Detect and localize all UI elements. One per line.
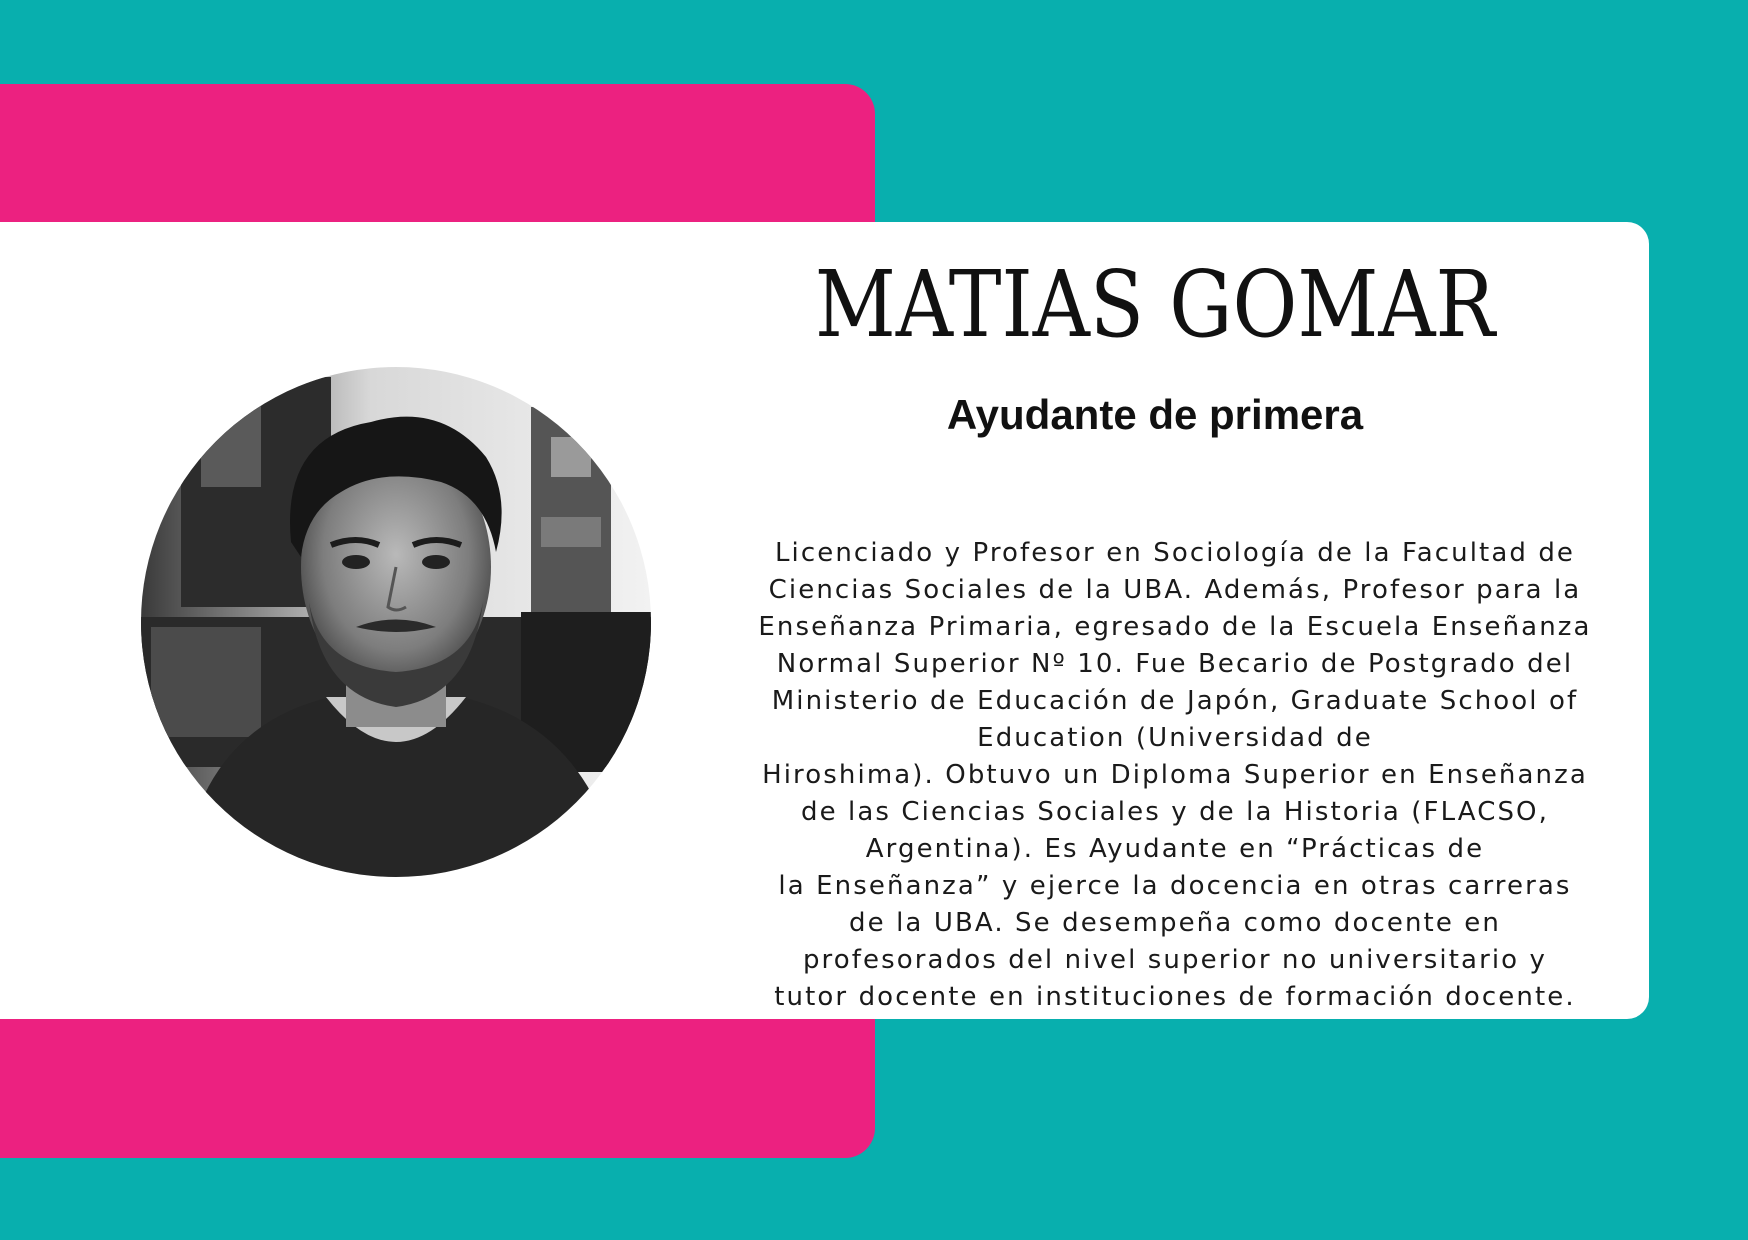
portrait-photo-icon [141,367,651,877]
bio-line: tutor docente en instituciones de formación docente. [774,982,1576,1012]
bio-line: profesorados del nivel superior no universitario y [802,945,1548,975]
bio-line: Normal Superior Nº 10. Fue Becario de Postgrado del [776,649,1574,679]
person-bio [745,535,1605,1016]
bio-line: Licenciado y Profesor en Sociología de la Facultad de [774,538,1576,568]
bio-line: Ciencias Sociales de la UBA. Además, Profesor para la [768,575,1582,605]
profile-photo [141,367,651,877]
bio-line: Ministerio de Educación de Japón, Graduate School of [771,686,1579,716]
bio-line: Hiroshima). Obtuvo un Diploma Superior en Enseñanza [762,760,1588,790]
person-role: Ayudante de primera [946,391,1364,438]
bio-line: de las Ciencias Sociales y de la Historia (FLACSO, [800,797,1549,827]
bio-line: de la UBA. Se desempeña como docente en [849,908,1501,938]
bio-line: Education (Universidad de [977,723,1373,753]
bio-line: la Enseñanza” y ejerce la docencia en otras carreras [778,871,1572,901]
bio-line: Enseñanza Primaria, egresado de la Escuela Enseñanza [758,612,1592,642]
bio-line: Argentina). Es Ayudante en “Prácticas de [865,834,1485,864]
person-name: MATIAS GOMAR [814,251,1496,358]
